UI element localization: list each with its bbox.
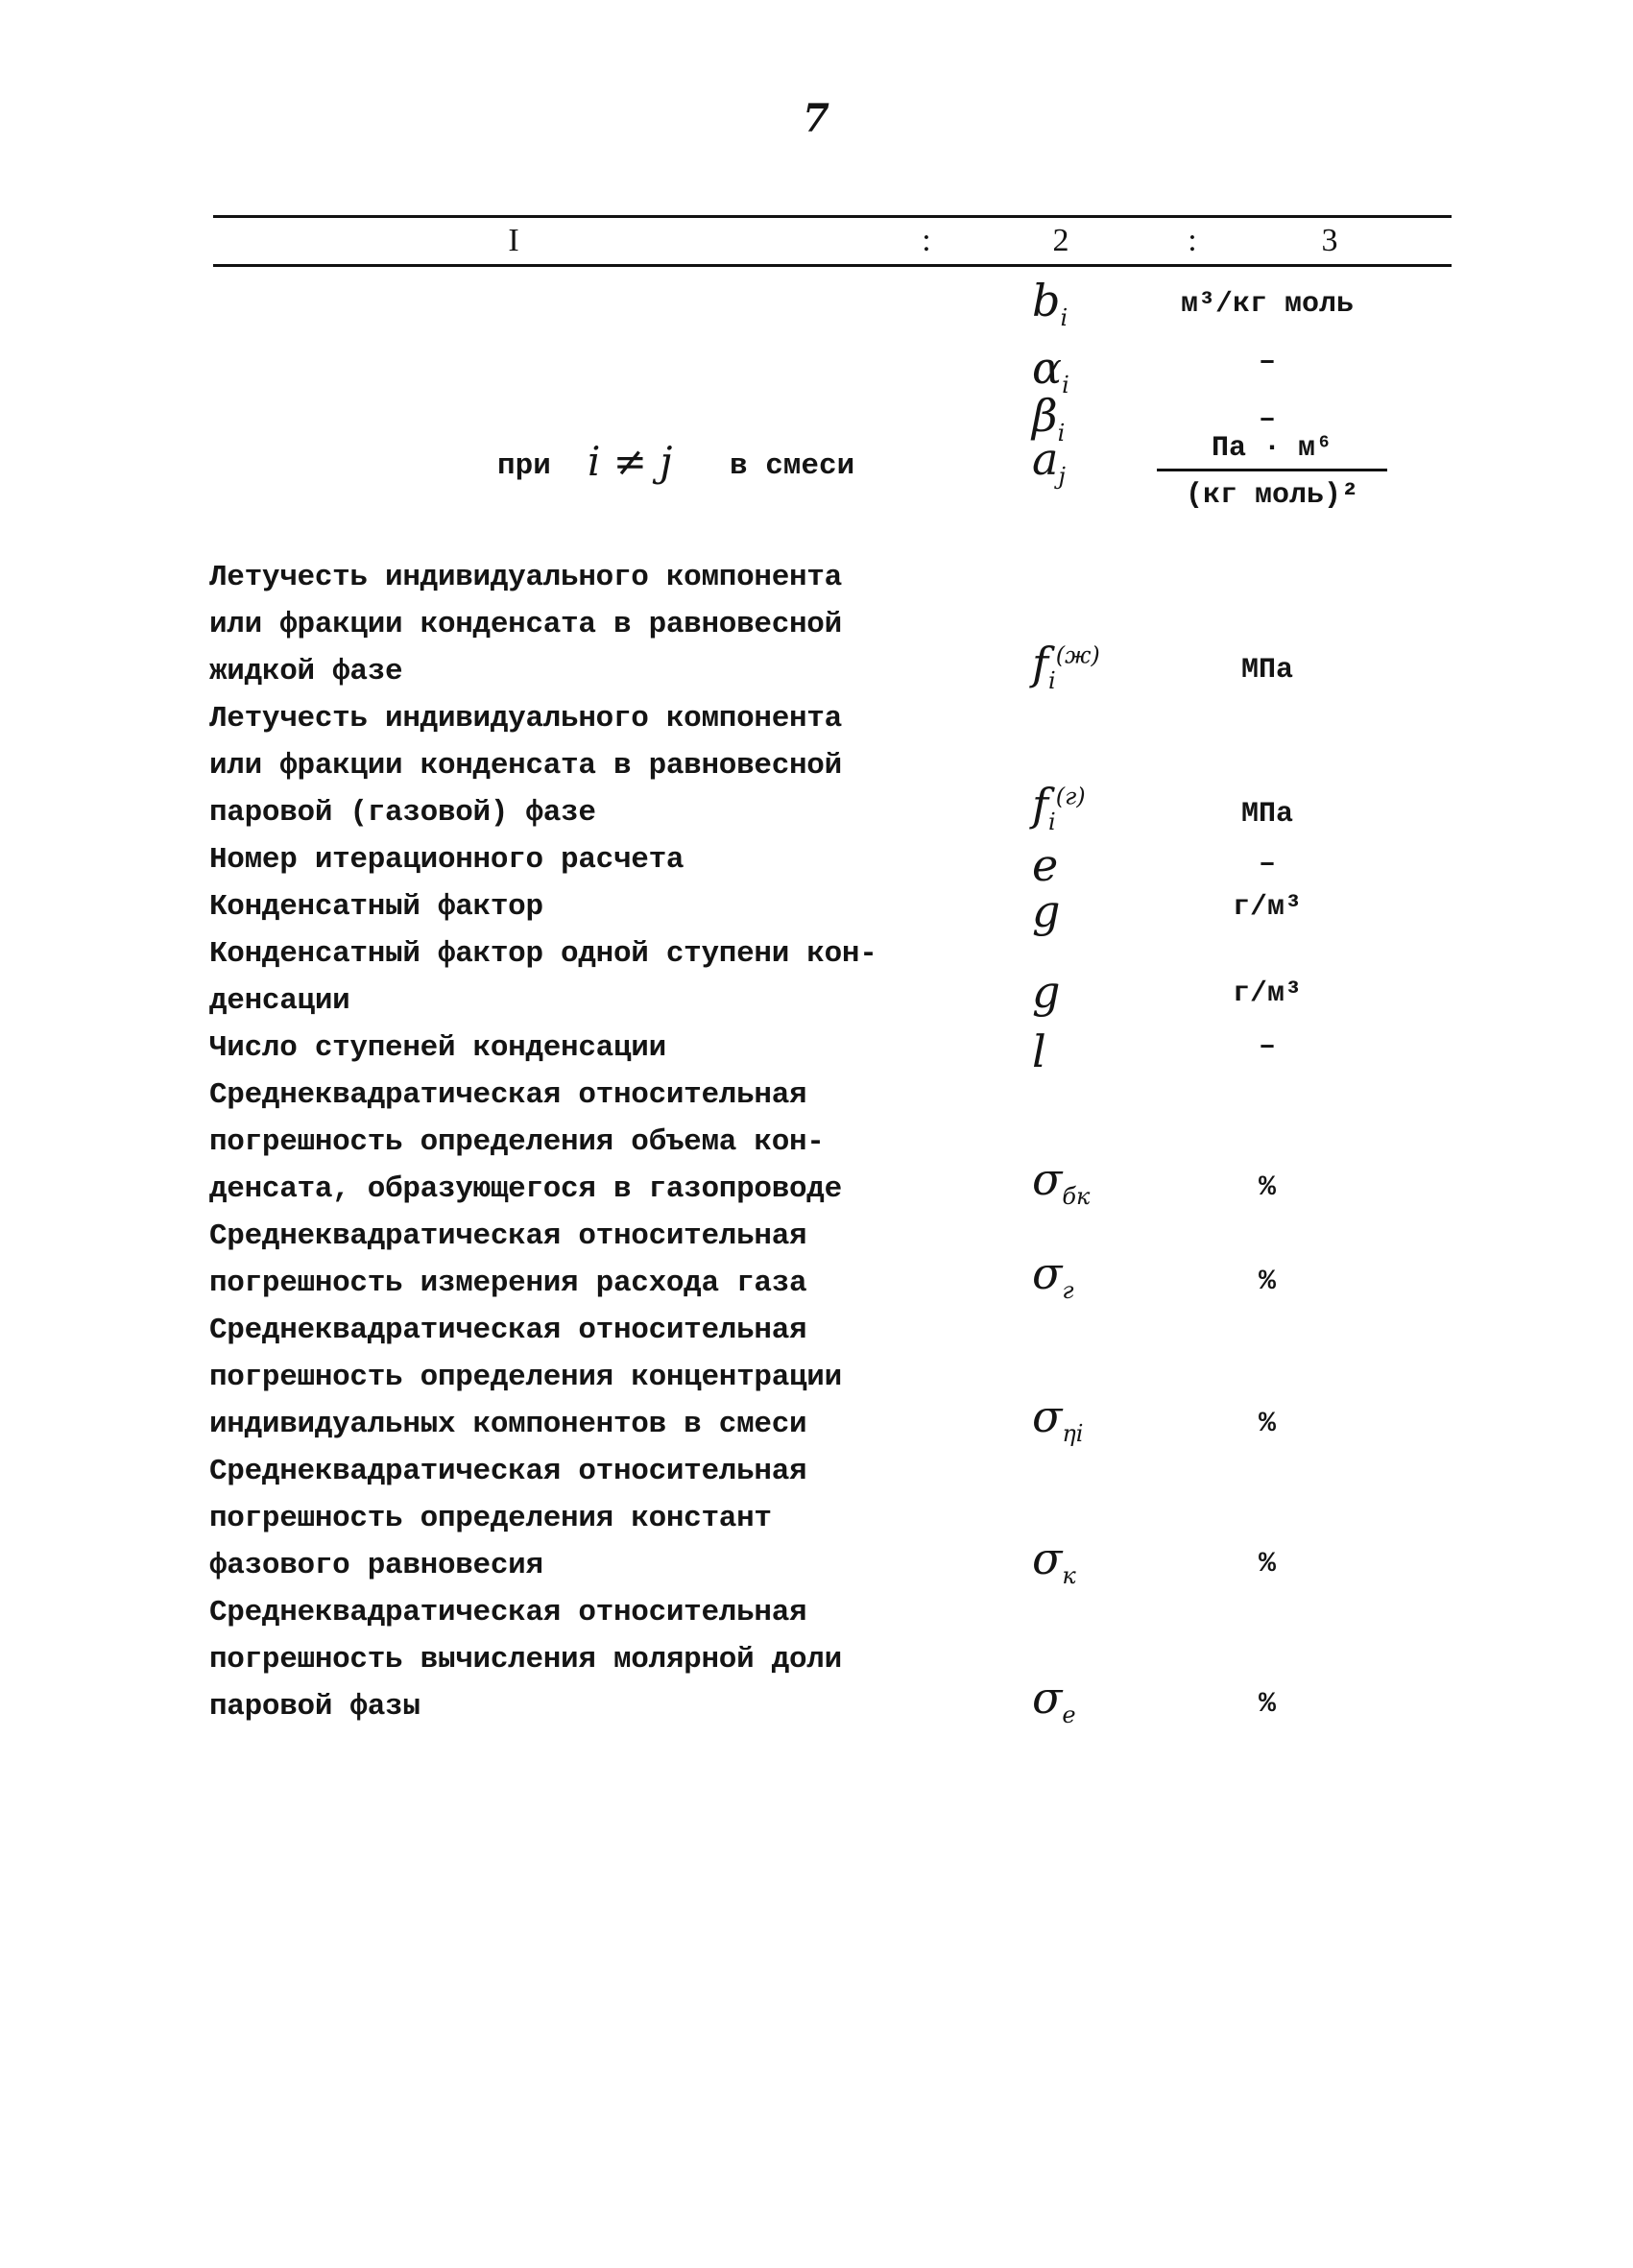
row-description: Среднеквадратическая относительная погрешность измерения расхода газа	[209, 1219, 807, 1300]
symbol-cell: $a_j$	[1032, 433, 1066, 491]
mix-prefix: при	[497, 449, 551, 483]
symbol-cell: $\sigma_е$	[1032, 1672, 1076, 1729]
unit-cell: г/м³	[1232, 891, 1302, 924]
mix-condition: i ≠ j	[588, 438, 673, 485]
row-description: Среднеквадратическая относительная погрешность вычисления молярной доли паровой фазы	[209, 1596, 842, 1724]
unit-cell: %	[1258, 1171, 1276, 1204]
header-separator: :	[1188, 223, 1197, 258]
symbol-cell: $\sigma_г$	[1032, 1247, 1074, 1305]
symbol-cell: $f_i^{(г)}$	[1032, 779, 1086, 836]
symbol-cell: $\beta_i$	[1032, 390, 1066, 447]
row-description: Среднеквадратическая относительная погрешность определения констант фазового равновесия	[209, 1455, 807, 1582]
row-description: Число ступеней конденсации	[209, 1031, 666, 1065]
unit-cell: –	[1258, 1030, 1276, 1063]
row-description: Среднеквадратическая относительная погрешность определения концентрации индивидуальных компонентов в смеси	[209, 1314, 842, 1441]
unit-numerator: Па · м⁶	[1157, 432, 1387, 471]
unit-cell: %	[1258, 1408, 1276, 1440]
header-col-2: 2	[1052, 223, 1069, 258]
header-col-3: 3	[1321, 223, 1338, 258]
unit-cell: м³/кг моль	[1180, 288, 1355, 321]
symbol-cell: $\sigma_к$	[1032, 1532, 1076, 1590]
page-number: 7	[803, 96, 829, 141]
header-col-1: I	[508, 223, 519, 258]
row-description: Конденсатный фактор одной ступени кон- денсации	[209, 937, 877, 1018]
row-description: Летучесть индивидуального компонента или фракции конденсата в равновесной жидкой фазе	[209, 561, 842, 688]
symbol-cell: $b_i$	[1032, 275, 1069, 332]
row-description: Летучесть индивидуального компонента или фракции конденсата в равновесной паровой (газовой) фазе	[209, 702, 842, 830]
unit-cell: %	[1258, 1548, 1276, 1580]
unit-cell: г/м³	[1232, 977, 1302, 1010]
unit-cell: –	[1258, 346, 1276, 378]
unit-cell: МПа	[1240, 798, 1293, 831]
unit-fraction	[1157, 432, 1387, 512]
symbol-cell: $\sigma_{бк}$	[1032, 1153, 1091, 1211]
row-description: Номер итерационного расчета	[209, 843, 684, 877]
row-description: Среднеквадратическая относительная погрешность определения объема кон- денсата, образующегося в газопроводе	[209, 1078, 842, 1206]
symbol-cell: $\alpha_i$	[1032, 342, 1069, 399]
row-description: Конденсатный фактор	[209, 890, 543, 924]
header-separator: :	[922, 223, 931, 258]
symbol-cell: l	[1032, 1025, 1046, 1077]
symbol-cell: g	[1032, 966, 1061, 1018]
table-header-rule	[213, 264, 1452, 267]
unit-cell: %	[1258, 1688, 1276, 1721]
unit-cell: –	[1258, 403, 1276, 436]
table-top-rule	[213, 215, 1452, 218]
unit-cell: %	[1258, 1266, 1276, 1298]
symbol-cell: $f_i^{(ж)}$	[1032, 638, 1100, 695]
symbol-cell: $\sigma_{\eta i}$	[1032, 1390, 1084, 1448]
unit-cell: –	[1258, 848, 1276, 881]
unit-cell: МПа	[1240, 654, 1293, 687]
unit-denominator: (кг моль)²	[1185, 479, 1359, 512]
symbol-cell: g	[1032, 885, 1061, 937]
symbol-cell: e	[1032, 839, 1059, 891]
mix-suffix: в смеси	[730, 449, 855, 483]
